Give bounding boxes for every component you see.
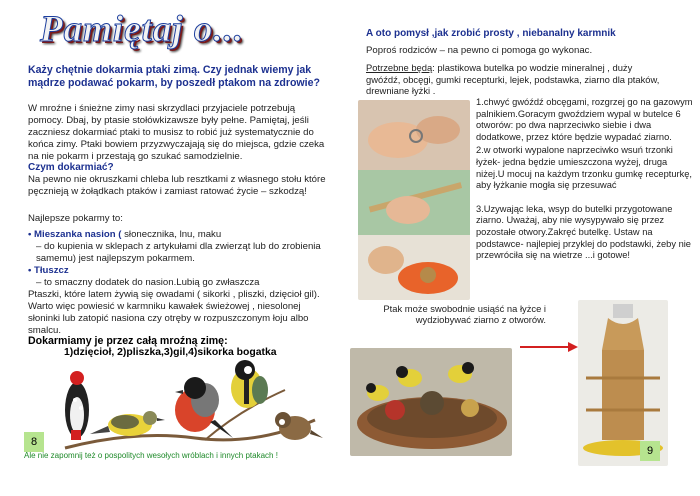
- bullet-seed-title: Mieszanka nasion (: [34, 229, 122, 240]
- bullet-seed-rest: słonecznika, lnu, maku: [121, 229, 222, 240]
- paragraph-not-bread: Na pewno nie okruszkami chleba lub resztkami z własnego stołu które pęcznieją w żołądkach ptaków i zamiast ratować życie – szkodzą!: [28, 174, 326, 197]
- bullet-fat-title: Tłuszcz: [34, 265, 69, 276]
- materials-text: : plastikowa butelka po wodzie mineralnej , duży gwóźdź, obcęgi, gumki recepturki, lejek, podstawka, ziarno dla ptaków, drewniane łyżki .: [366, 62, 660, 96]
- steps-text: [476, 97, 696, 262]
- step-2: 2.w otworki wypalone naprzeciwko wsuń trzonki łyżek- jedna będzie umieszczona wyżej, druga niżej.U mocuj na każdym trzonku gumkę recepturkę, aby łyżkanie mogła się przesuwać: [476, 145, 692, 191]
- bullet-fat: [28, 265, 328, 277]
- sparrow-icon: [275, 412, 323, 440]
- paragraph-winter: W mroźne i śnieżne zimy nasi skrzydlaci przyjaciele potrzebują pomocy. Dbaj, by ptasie stołówkizawsze były pełne. Pamiętaj, jeśli zaczniesz dokarmiać ptaki to musisz to robić już systematycznie do końca zimy. Ptaki bowiem przyzwyczajają się do miejsca, gdzie czeka na nie pokarm i przestają go szukać samodzielnie.: [28, 103, 325, 162]
- bird-can-sit: Ptak może swobodnie usiąść na łyżce i wydziobywać ziarno z otworów.: [383, 303, 546, 325]
- ask-parents: Poproś rodziców – na pewno ci pomoga go wykonac.: [366, 45, 593, 56]
- feeder-title: A oto pomysł ,jak zrobić prosty , niebanalny karmnik: [366, 28, 616, 39]
- feeder-photo: [350, 348, 512, 456]
- bullet-seed-detail: – do kupienia w sklepach z artykułami dla zwierząt lub do zrobienia samemu) jest najlepszym pokarmem.: [36, 241, 321, 264]
- page-number: 8: [24, 432, 44, 452]
- paragraph-fat: Ptaszki, które latem żywią się owadami ( sikorki , pliszki, dzięcioł gil). Warto więc powiesić w karmniku kawałek świeżowej , niesolonej słoninki lub zatopić nasiona czy otręby w rozpuszczonym łoju albo smalcu.: [28, 289, 320, 336]
- footer-note: Ale nie zapomnij też o pospolitych wesołych wróblach i innych ptakach !: [24, 451, 278, 460]
- bird-list: 1)dzięcioł, 2)pliszka,3)gil,4)sikorka bogatka: [64, 347, 277, 358]
- intro-text: Każy chętnie dokarmia ptaki zimą. Czy jednak wiemy jak mądrze podawać pokarm, by poszedł ptakom na zdrowie?: [28, 64, 320, 89]
- materials-list: [366, 62, 666, 97]
- best-foods-label: Najlepsze pokarmy to:: [28, 213, 123, 224]
- right-page: [350, 0, 700, 496]
- materials-label: Potrzebne będą: [366, 62, 433, 73]
- bullet-dot: •: [28, 265, 35, 276]
- wagtail-icon: [90, 411, 165, 436]
- bullet-seed-mix: [28, 229, 328, 241]
- bullfinch-icon: [175, 377, 233, 438]
- step-photos: [358, 100, 470, 300]
- bullet-dot: •: [28, 229, 35, 240]
- heading-what-to-feed: Czym dokarmiać?: [28, 162, 114, 173]
- feed-all-winter: Dokarmiamy je przez całą mroźną zimę:: [28, 335, 228, 347]
- step-3: 3.Uzywając leka, wsyp do butelki przygotowane ziarno. Uważaj, aby nie wysypywało się przez pozostałe otwory.Zakręć butelkę. Ustaw na podstawce- najlepiej przyklej do podstawki, żeby nie przewróciła się na wietrze ...i gotowe!: [476, 203, 691, 261]
- bullet-fat-detail: – to smaczny dodatek do nasion.Lubią go zwłaszcza: [36, 277, 260, 288]
- woodpecker-icon: [65, 371, 89, 440]
- birds-illustration: [55, 360, 325, 455]
- step-1: 1.chwyć gwóźdź obcęgami, rozgrzej go na gazowym palnikiem.Goracym gwoździem wypal w butelce 6 otworów: po dwa naprzeciwko siebie i dwa dodatkowe, przez które będzie wypadać ziarno.: [476, 97, 693, 142]
- arrow-icon: [520, 340, 580, 354]
- page-title: Pamiętaj o...: [40, 9, 245, 50]
- great-tit-icon: [231, 360, 268, 408]
- page-number: 9: [640, 441, 660, 461]
